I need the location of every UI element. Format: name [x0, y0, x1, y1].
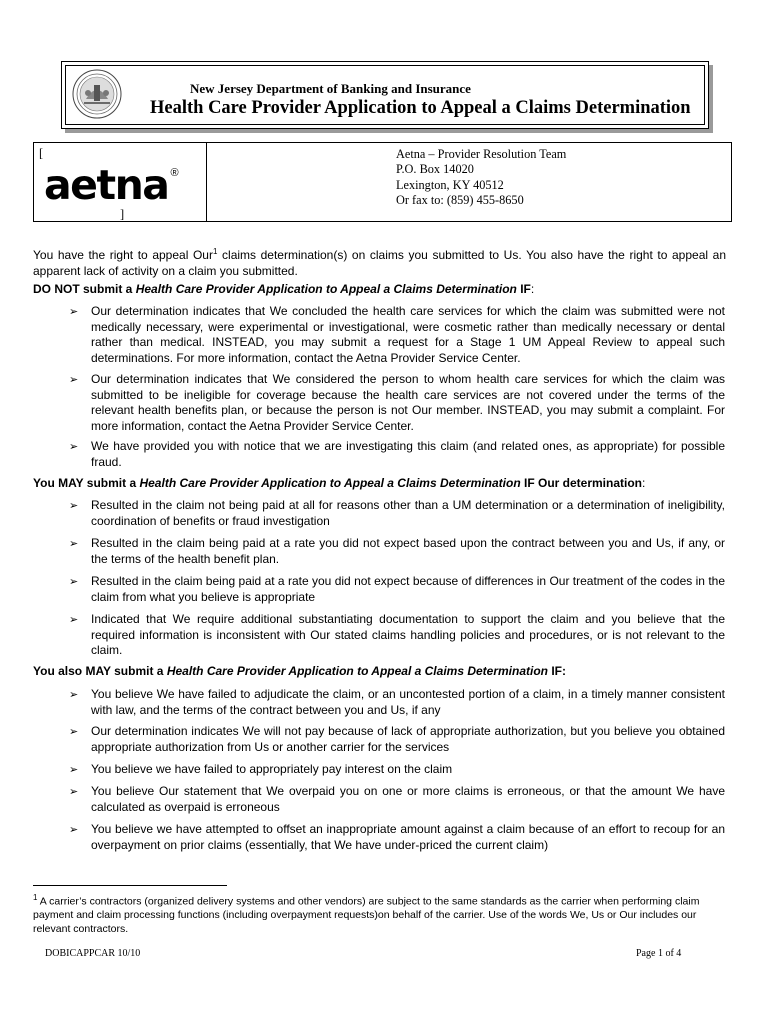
list-item: Resulted in the claim being paid at a rate you did not expect based upon the contract between you and Us, if any, or the terms of the health benefit plan.: [91, 536, 725, 566]
address-line: Lexington, KY 40512: [396, 177, 504, 192]
footnote-divider: [33, 885, 227, 886]
bullet-icon: ➢: [69, 441, 79, 453]
address-table: [33, 142, 732, 222]
form-code: DOBICAPPCAR 10/10: [45, 948, 141, 959]
colon: :: [642, 476, 646, 490]
also-may-prefix: You also MAY submit a: [33, 664, 167, 678]
state-seal-icon: [72, 69, 122, 119]
bullet-icon: ➢: [69, 374, 79, 386]
list-item: Resulted in the claim being paid at a rate you did not expect because of differences in Our treatment of the codes in the claim from what you believe is appropriate: [91, 574, 725, 604]
list-item: Our determination indicates that We considered the person to whom health care services for which the claim was submitted to be ineligible for coverage because the health care services are not covered under the terms of the relevant health benefits plan, or because the person is not Our member. INSTEAD, you may submit a complaint. For more information, contact the Aetna Provider Service Center.: [91, 372, 725, 433]
list-item: Indicated that We require additional substantiating documentation to support the claim and you believe that the required information is inconsistent with Our stated claims handling policies and procedures, or is not relevant to the claim.: [91, 612, 725, 657]
aetna-logo: [44, 161, 179, 209]
footnote-text: A carrier’s contractors (organized delivery systems and other vendors) are subject to the same standards as the carrier when performing claim payment and claim processing functions (including overpayment requests)on behalf of the carrier. Use of the words We, Us or Our includes our relevant contractors.: [33, 895, 700, 935]
bracket-open: [: [39, 146, 44, 160]
list-item: You believe we have attempted to offset an inappropriate amount against a claim because of an effort to recoup for an overpayment on prior claims (essentially, that We have under-priced the current claim): [91, 822, 725, 852]
bullet-icon: ➢: [69, 764, 79, 776]
bullet-icon: ➢: [69, 689, 79, 701]
list-item: We have provided you with notice that we are investigating this claim (and related ones, as appropriate) for possible fraud.: [91, 439, 725, 469]
mailing-address: [396, 147, 566, 209]
list-item: Resulted in the claim not being paid at all for reasons other than a UM determination or a determination of ineligibility, coordination of benefits or fraud investigation: [91, 498, 725, 528]
department-name: New Jersey Department of Banking and Insurance: [190, 81, 471, 96]
form-name: Health Care Provider Application to Appeal a Claims Determination: [139, 476, 521, 490]
bracket-close: ]: [120, 207, 125, 221]
page-title: Health Care Provider Application to Appeal a Claims Determination: [150, 98, 691, 118]
aetna-registered-mark: ®: [170, 167, 179, 179]
address-line: P.O. Box 14020: [396, 162, 474, 177]
intro-paragraph: [33, 244, 726, 279]
list-item: Our determination indicates that We concluded the health care services for which the claim was submitted were not medically necessary, were experimental or investigational, were cosmetic rather than medically necessary or dental rather than medical. INSTEAD, you may submit a request for a Stage 1 UM Appeal Review to appeal such determinations. For more information, contact the Aetna Provider Service Center.: [91, 304, 725, 365]
page-number: Page 1 of 4: [636, 948, 682, 959]
bullet-icon: ➢: [69, 786, 79, 798]
address-line: Or fax to: (859) 455-8650: [396, 193, 524, 208]
list-item: You believe we have failed to appropriately pay interest on the claim: [91, 762, 453, 776]
may-prefix: You MAY submit a: [33, 476, 140, 490]
bullet-icon: ➢: [69, 500, 79, 512]
aetna-logo-text: aetna: [44, 161, 169, 209]
list-item: Our determination indicates We will not pay because of lack of appropriate authorization, but you believe you obtained appropriate authorization from Us or another carrier for the services: [91, 724, 725, 754]
footnote-marker: 1: [33, 893, 38, 902]
do-not-prefix: DO NOT submit a: [33, 282, 136, 296]
bullet-icon: ➢: [69, 576, 79, 588]
header-box: [61, 61, 709, 129]
footnote-ref: 1: [212, 247, 218, 256]
list-item: You believe We have failed to adjudicate the claim, or an uncontested portion of a claim, in a timely manner consistent with law, and the terms of the contract between you and Us, if any: [91, 687, 725, 717]
do-not-heading: [33, 282, 733, 298]
footnote: [33, 891, 733, 936]
bullet-icon: ➢: [69, 306, 79, 318]
bullet-icon: ➢: [69, 614, 79, 626]
bullet-icon: ➢: [69, 726, 79, 738]
colon: :: [530, 282, 535, 296]
bullet-icon: ➢: [69, 824, 79, 836]
address-line: Aetna – Provider Resolution Team: [396, 147, 567, 161]
may-suffix: IF Our determination: [520, 476, 643, 490]
intro-text-2: claims determination(s) on claims you submitted to Us. You also have the right to appeal an apparent lack of activity on a claim you submitted.: [33, 248, 726, 278]
do-not-suffix: IF: [516, 282, 531, 296]
list-item: You believe Our statement that We overpaid you on one or more claims is erroneous, or that the amount We have calculated as overpaid is erroneous: [91, 784, 725, 814]
form-name: Health Care Provider Application to Appeal a Claims Determination: [135, 282, 517, 296]
also-may-suffix: IF:: [548, 664, 567, 678]
bullet-icon: ➢: [69, 538, 79, 550]
also-may-heading: [33, 664, 733, 680]
intro-text-1: You have the right to appeal Our: [33, 248, 213, 262]
form-name: Health Care Provider Application to Appeal a Claims Determination: [166, 664, 549, 678]
may-heading: [33, 476, 733, 492]
address-table-divider: [206, 143, 207, 221]
